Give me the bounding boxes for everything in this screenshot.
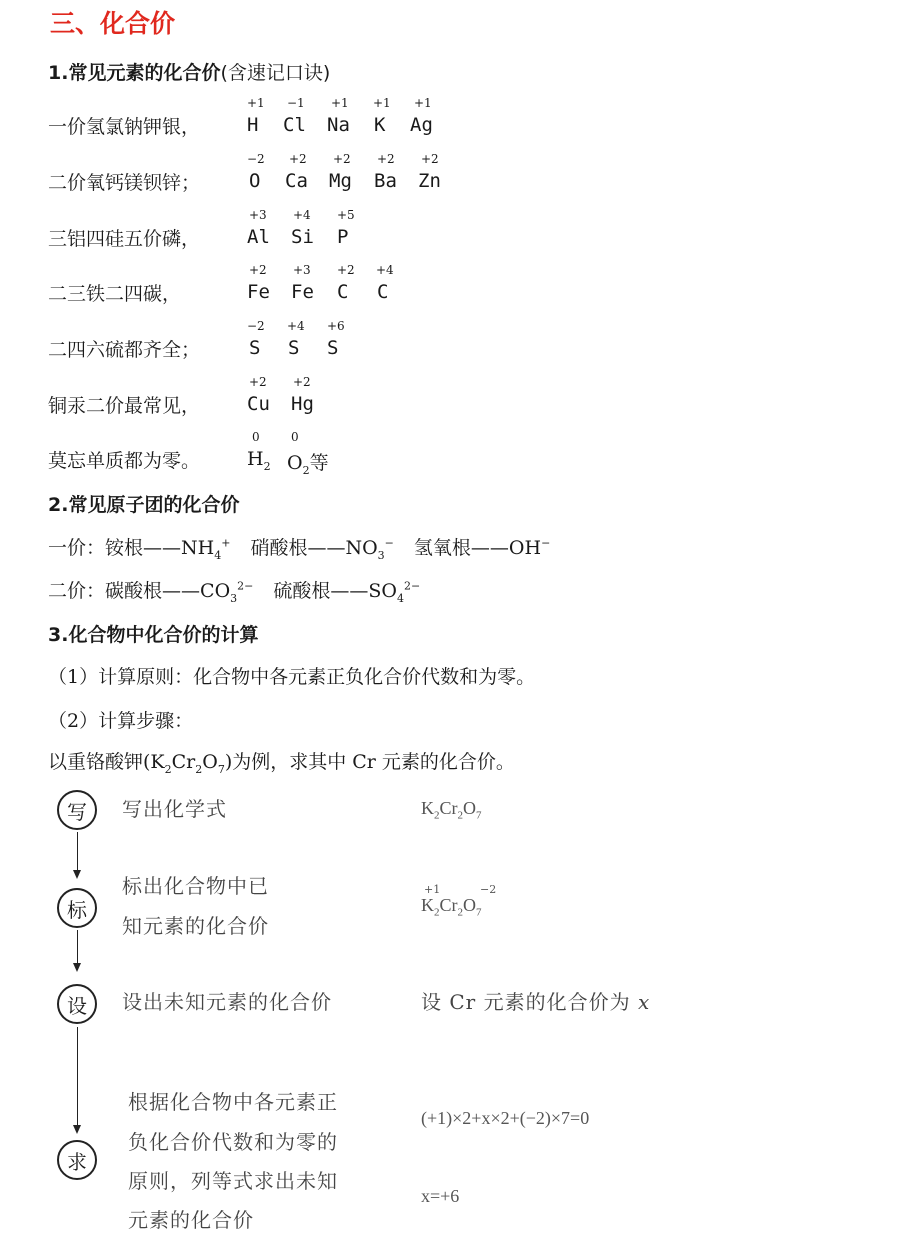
valence-row-label: 二三铁二四碳， xyxy=(48,283,182,305)
valence-row-label: 铜汞二价最常见， xyxy=(48,395,201,417)
step-circle-set: 设 xyxy=(57,984,97,1024)
element-symbol: Al xyxy=(247,226,270,248)
valence-number: +1 xyxy=(424,883,441,896)
section2-heading: 2.常见原子团的化合价 xyxy=(48,494,240,516)
valence-number: +3 xyxy=(249,208,267,222)
valence-number: +2 xyxy=(421,152,439,166)
radical-formula: NH xyxy=(181,537,215,559)
subscript: 2 xyxy=(263,459,271,473)
formula-part: O xyxy=(463,798,476,818)
radical-line-divalent xyxy=(48,576,420,605)
element-formula xyxy=(287,448,329,477)
subscript: 2 xyxy=(434,906,440,919)
valence-row-label: 二价氧钙镁钡锌； xyxy=(48,172,201,194)
valence-number: +2 xyxy=(293,375,311,389)
valence-number: +1 xyxy=(247,96,265,110)
section1-heading xyxy=(48,58,330,85)
radical-formula: SO xyxy=(368,580,397,602)
example-text: 以重铬酸钾(K xyxy=(48,751,165,773)
line-prefix: 一价： xyxy=(48,537,106,559)
valence-number: +5 xyxy=(337,208,355,222)
element-symbol: S xyxy=(288,337,300,359)
charge: − xyxy=(384,536,394,550)
dash: —— xyxy=(143,537,182,559)
variable-x: x xyxy=(637,990,651,1014)
subscript: 7 xyxy=(476,906,482,919)
line-prefix: 二价： xyxy=(48,580,106,602)
element-symbol: K xyxy=(374,114,386,136)
subscript: 7 xyxy=(217,762,225,776)
valence-number: +2 xyxy=(333,152,351,166)
flow-connector xyxy=(77,930,78,965)
element-symbol: O xyxy=(287,452,303,474)
element-symbol: S xyxy=(249,337,261,359)
element-symbol: Ca xyxy=(285,170,308,192)
step-description: 标出化合物中已 xyxy=(122,874,269,898)
valence-number: +2 xyxy=(337,263,355,277)
valence-row-label: 二四六硫都齐全； xyxy=(48,339,201,361)
valence-number: +2 xyxy=(289,152,307,166)
valence-number: +3 xyxy=(293,263,311,277)
valence-number: −1 xyxy=(287,96,305,110)
element-symbol: Hg xyxy=(291,393,314,415)
subscript: 2 xyxy=(457,809,463,822)
element-symbol: Si xyxy=(291,226,314,248)
element-symbol: Fe xyxy=(291,281,314,303)
radical-name: 硫酸根 xyxy=(273,580,331,602)
subscript: 4 xyxy=(214,548,222,562)
subscript: 3 xyxy=(230,591,238,605)
section1-heading-note: (含速记口诀) xyxy=(220,62,331,84)
radical-name: 氢氧根 xyxy=(413,537,471,559)
formula-part: K xyxy=(421,798,434,818)
element-symbol: Fe xyxy=(247,281,270,303)
radical-name: 铵根 xyxy=(105,537,144,559)
step-circle-mark: 标 xyxy=(57,888,97,928)
step-description: 设出未知元素的化合价 xyxy=(122,990,332,1014)
element-symbol: Na xyxy=(327,114,350,136)
valence-number: +6 xyxy=(327,319,345,333)
element-symbol: C xyxy=(377,281,389,303)
set-variable-label: 设 Cr 元素的化合价为 xyxy=(421,990,631,1014)
step-description: 知元素的化合价 xyxy=(122,914,269,938)
page-title: 三、化合价 xyxy=(50,9,176,38)
valence-number: +4 xyxy=(376,263,394,277)
charge: 2− xyxy=(237,579,254,593)
equation: (+1)×2+x×2+(−2)×7=0 xyxy=(421,1108,590,1128)
formula-k2cr2o7-marked xyxy=(421,895,482,919)
radical-formula: CO xyxy=(200,580,231,602)
element-symbol: H xyxy=(247,448,264,470)
element-formula xyxy=(247,448,271,473)
valence-number: −2 xyxy=(247,152,265,166)
suffix-text: 等 xyxy=(309,452,329,474)
dash: —— xyxy=(162,580,201,602)
element-symbol: Ba xyxy=(374,170,397,192)
valence-number: +4 xyxy=(293,208,311,222)
subscript: 2 xyxy=(457,906,463,919)
formula-part: O xyxy=(463,895,476,915)
valence-row-label: 一价氢氯钠钾银， xyxy=(48,116,201,138)
valence-number: 0 xyxy=(291,430,299,444)
step-description: 负化合价代数和为零的 xyxy=(128,1130,338,1154)
valence-number: +4 xyxy=(287,319,305,333)
calc-steps-heading: （2）计算步骤： xyxy=(48,710,194,732)
result: x=+6 xyxy=(421,1186,460,1206)
subscript: 2 xyxy=(195,762,203,776)
flow-connector xyxy=(77,832,78,872)
element-symbol: Ag xyxy=(410,114,433,136)
example-text: )为例，求其中 Cr 元素的化合价。 xyxy=(224,751,515,773)
dash: —— xyxy=(307,537,346,559)
section1-heading-text: 1.常见元素的化合价 xyxy=(48,62,221,84)
subscript: 4 xyxy=(396,591,404,605)
subscript: 3 xyxy=(377,548,385,562)
example-text: O xyxy=(202,751,218,773)
subscript: 2 xyxy=(434,809,440,822)
element-symbol: Zn xyxy=(418,170,441,192)
valence-number: +1 xyxy=(414,96,432,110)
step-circle-solve: 求 xyxy=(57,1140,97,1180)
step-description: 原则，列等式求出未知 xyxy=(128,1169,338,1193)
step-description: 元素的化合价 xyxy=(128,1208,254,1232)
radical-formula: OH xyxy=(508,537,542,559)
element-symbol: P xyxy=(337,226,349,248)
section3-heading: 3.化合物中化合价的计算 xyxy=(48,624,259,646)
step-circle-write: 写 xyxy=(57,790,97,830)
formula-k2cr2o7 xyxy=(421,798,482,822)
arrow-down-icon xyxy=(73,963,81,972)
formula-part: Cr xyxy=(439,895,458,915)
radical-line-monovalent xyxy=(48,533,550,562)
element-symbol: Mg xyxy=(329,170,352,192)
calc-principle: （1）计算原则：化合物中各元素正负化合价代数和为零。 xyxy=(48,666,536,688)
subscript: 7 xyxy=(476,809,482,822)
radical-name: 硝酸根 xyxy=(250,537,308,559)
element-symbol: S xyxy=(327,337,339,359)
valence-number: −2 xyxy=(247,319,265,333)
arrow-down-icon xyxy=(73,870,81,879)
dash: —— xyxy=(470,537,509,559)
valence-number: −2 xyxy=(480,883,497,896)
step-description: 写出化学式 xyxy=(122,797,227,821)
formula-part: Cr xyxy=(439,798,458,818)
radical-formula: NO xyxy=(345,537,378,559)
element-symbol: H xyxy=(247,114,259,136)
charge: − xyxy=(541,536,551,550)
step-description: 根据化合物中各元素正 xyxy=(128,1090,338,1114)
valence-number: +1 xyxy=(373,96,391,110)
element-symbol: O xyxy=(249,170,261,192)
dash: —— xyxy=(330,580,369,602)
valence-number: 0 xyxy=(252,430,260,444)
valence-number: +2 xyxy=(249,263,267,277)
arrow-down-icon xyxy=(73,1125,81,1134)
formula-part: K xyxy=(421,895,434,915)
charge: + xyxy=(221,536,231,550)
valence-number: +1 xyxy=(331,96,349,110)
valence-row-label: 莫忘单质都为零。 xyxy=(48,450,201,472)
element-symbol: Cl xyxy=(283,114,306,136)
subscript: 2 xyxy=(302,463,310,477)
calc-example xyxy=(48,747,515,776)
charge: 2− xyxy=(403,579,421,593)
example-text: Cr xyxy=(171,751,196,773)
subscript: 2 xyxy=(164,762,172,776)
element-symbol: C xyxy=(337,281,349,303)
element-symbol: Cu xyxy=(247,393,270,415)
radical-name: 碳酸根 xyxy=(105,580,163,602)
valence-number: +2 xyxy=(377,152,395,166)
valence-number: +2 xyxy=(249,375,267,389)
set-variable-text xyxy=(421,982,650,1022)
valence-row-label: 三铝四硅五价磷， xyxy=(48,228,201,250)
flow-connector xyxy=(77,1027,78,1127)
